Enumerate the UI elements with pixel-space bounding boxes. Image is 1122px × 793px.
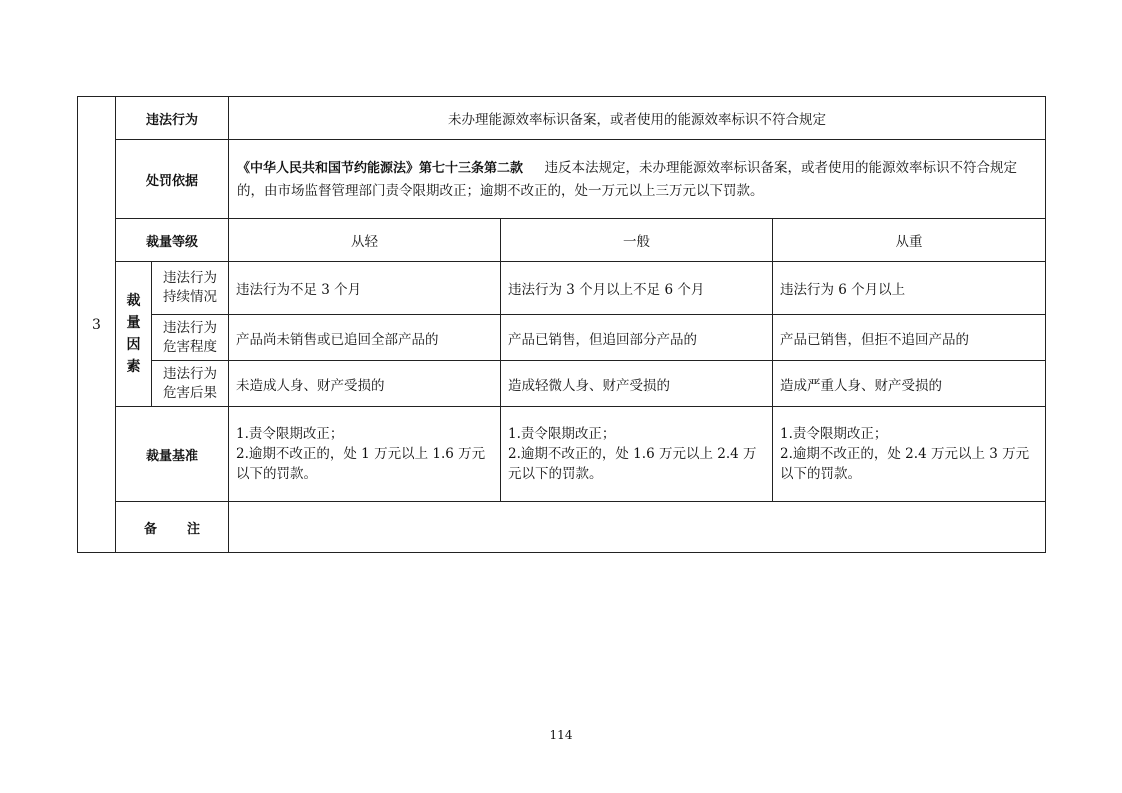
levels-label: 裁量等级: [116, 219, 229, 262]
standard-row: [78, 407, 1046, 502]
remark-label-char: 备: [143, 521, 157, 537]
factor-cell: 未造成人身、财产受损的: [229, 361, 501, 407]
row-number: 3: [78, 97, 116, 553]
basis-law: 《中华人民共和国节约能源法》第七十三条第二款: [237, 160, 524, 176]
factor-cell: 产品尚未销售或已追回全部产品的: [229, 315, 501, 361]
factor-name: [152, 315, 229, 361]
basis-text: 违反本法规定，未办理能源效率标识备案，或者使用的能源效率标识不符合规定的，由市场监督管理部门责令限期改正；逾期不改正的，处一万元以上三万元以下罚款。: [237, 159, 1017, 199]
factor-name-line: 违法行为: [163, 270, 217, 286]
factor-row: [78, 315, 1046, 361]
standard-label: 裁量基准: [116, 407, 229, 502]
violation-text: 未办理能源效率标识备案，或者使用的能源效率标识不符合规定: [229, 97, 1046, 140]
factors-label-char: 裁: [126, 293, 141, 309]
level-light: 从轻: [229, 219, 501, 262]
standard-cell: [501, 407, 773, 502]
basis-label: 处罚依据: [116, 140, 229, 219]
factor-cell: 违法行为 6 个月以上: [773, 262, 1046, 315]
remark-label-char: 注: [187, 521, 201, 537]
standard-line: 元以下的罚款。: [508, 466, 603, 482]
factors-label-char: 量: [126, 315, 141, 331]
factor-name-line: 持续情况: [163, 289, 217, 305]
levels-row: [78, 219, 1046, 262]
level-heavy: 从重: [773, 219, 1046, 262]
factor-name-line: 违法行为: [163, 365, 217, 382]
factor-name-line: 违法行为: [163, 319, 217, 336]
basis-row: [78, 140, 1046, 219]
factors-label-char: 素: [126, 359, 141, 375]
violation-row: [78, 97, 1046, 140]
page-number: 114: [549, 728, 573, 742]
violation-label: 违法行为: [116, 97, 229, 140]
factor-cell: 违法行为 3 个月以上不足 6 个月: [501, 262, 773, 315]
factor-name-line: 危害后果: [163, 384, 217, 401]
factor-name-line: 危害程度: [163, 338, 217, 355]
factor-cell: 违法行为不足 3 个月: [229, 262, 501, 315]
standard-line: 1.责令限期改正；: [780, 426, 888, 442]
standard-line: 1.责令限期改正；: [508, 426, 616, 442]
basis-content: [229, 140, 1046, 219]
standard-line: 2.逾期不改正的，处 1 万元以上 1.6 万元: [236, 446, 486, 462]
factor-cell: 产品已销售，但拒不追回产品的: [773, 315, 1046, 361]
factor-cell: 造成轻微人身、财产受损的: [501, 361, 773, 407]
factor-cell: 产品已销售，但追回部分产品的: [501, 315, 773, 361]
remark-text: [229, 502, 1046, 553]
standard-cell: [229, 407, 501, 502]
standard-cell: [773, 407, 1046, 502]
factors-label-char: 因: [126, 337, 141, 353]
factor-row: [78, 361, 1046, 407]
penalty-discretion-table: [77, 96, 1046, 553]
factor-row: [78, 262, 1046, 315]
standard-line: 以下的罚款。: [236, 466, 318, 482]
factors-label: [116, 262, 152, 407]
standard-line: 2.逾期不改正的，处 2.4 万元以上 3 万元: [780, 446, 1030, 462]
factor-cell: 造成严重人身、财产受损的: [773, 361, 1046, 407]
factor-name: [152, 361, 229, 407]
remark-row: [78, 502, 1046, 553]
remark-label: [116, 502, 229, 553]
standard-line: 2.逾期不改正的，处 1.6 万元以上 2.4 万: [508, 446, 757, 462]
level-normal: 一般: [501, 219, 773, 262]
standard-line: 以下的罚款。: [780, 466, 862, 482]
factor-name: [152, 262, 229, 315]
standard-line: 1.责令限期改正；: [236, 426, 344, 442]
